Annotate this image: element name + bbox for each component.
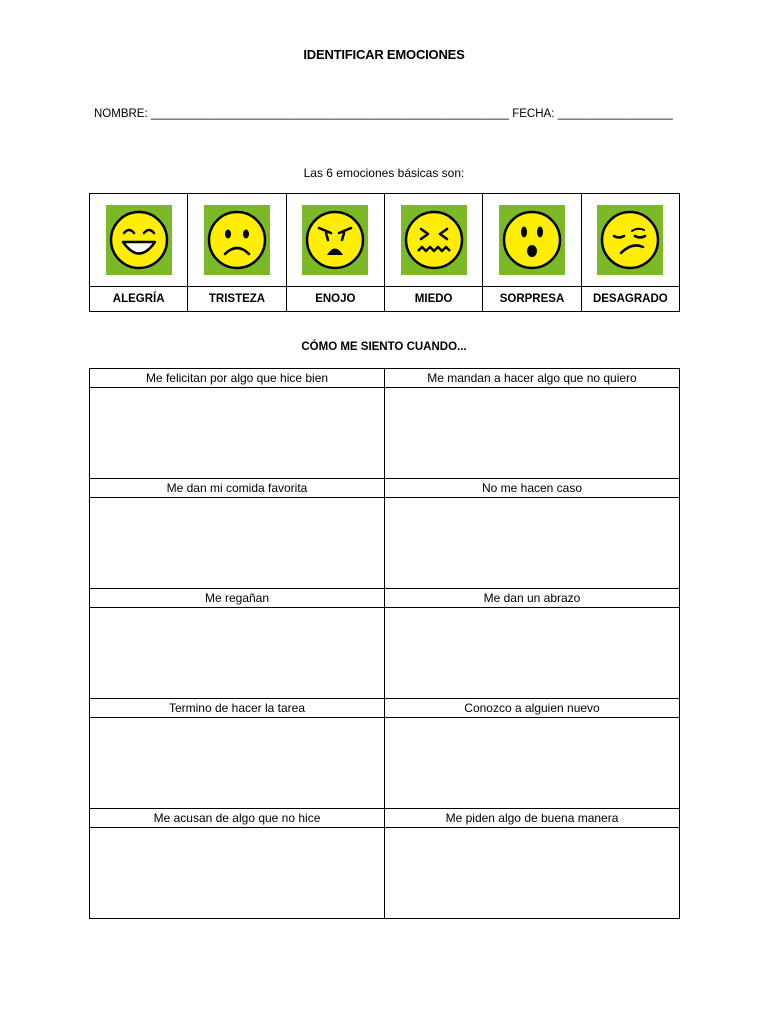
situation-prompt: Me felicitan por algo que hice bien (90, 369, 385, 388)
answer-space[interactable] (385, 718, 680, 809)
situation-prompt: Me mandan a hacer algo que no quiero (385, 369, 680, 388)
emotion-cell-happy (90, 194, 188, 287)
section-subtitle: CÓMO ME SIENTO CUANDO... (301, 341, 467, 353)
situation-prompt: Me dan mi comida favorita (90, 479, 385, 498)
emotion-label: TRISTEZA (188, 287, 286, 312)
answer-space[interactable] (385, 498, 680, 589)
emotion-cell-disgust (581, 194, 679, 287)
angry-face-icon (304, 209, 366, 271)
surprised-face-icon (501, 209, 563, 271)
emotion-cell-sad (188, 194, 286, 287)
scared-face-icon (403, 209, 465, 271)
emotion-cell-angry (286, 194, 384, 287)
emotion-cell-fear (384, 194, 482, 287)
name-date-line: NOMBRE: ________________________________________________________ FECHA: __________________ (94, 108, 673, 120)
situation-prompt: Me dan un abrazo (385, 589, 680, 608)
answer-space[interactable] (90, 498, 385, 589)
page-title: IDENTIFICAR EMOCIONES (303, 47, 465, 62)
emotion-label: DESAGRADO (581, 287, 679, 312)
answer-space[interactable] (385, 608, 680, 699)
emotion-label: MIEDO (384, 287, 482, 312)
emotions-table (89, 193, 680, 312)
sad-face-icon (206, 209, 268, 271)
situation-prompt: Me acusan de algo que no hice (90, 809, 385, 828)
answer-space[interactable] (90, 718, 385, 809)
situations-table (89, 368, 680, 919)
emotion-label: ALEGRÍA (90, 287, 188, 312)
situation-prompt: Conozco a alguien nuevo (385, 699, 680, 718)
emotion-label: SORPRESA (483, 287, 581, 312)
situation-prompt: No me hacen caso (385, 479, 680, 498)
emotion-label: ENOJO (286, 287, 384, 312)
answer-space[interactable] (90, 828, 385, 919)
situation-prompt: Me piden algo de buena manera (385, 809, 680, 828)
situation-prompt: Me regañan (90, 589, 385, 608)
answer-space[interactable] (90, 608, 385, 699)
disgusted-face-icon (599, 209, 661, 271)
happy-face-icon (108, 209, 170, 271)
answer-space[interactable] (385, 828, 680, 919)
intro-text: Las 6 emociones básicas son: (303, 166, 465, 180)
emotion-cell-surprise (483, 194, 581, 287)
answer-space[interactable] (90, 388, 385, 479)
answer-space[interactable] (385, 388, 680, 479)
situation-prompt: Termino de hacer la tarea (90, 699, 385, 718)
